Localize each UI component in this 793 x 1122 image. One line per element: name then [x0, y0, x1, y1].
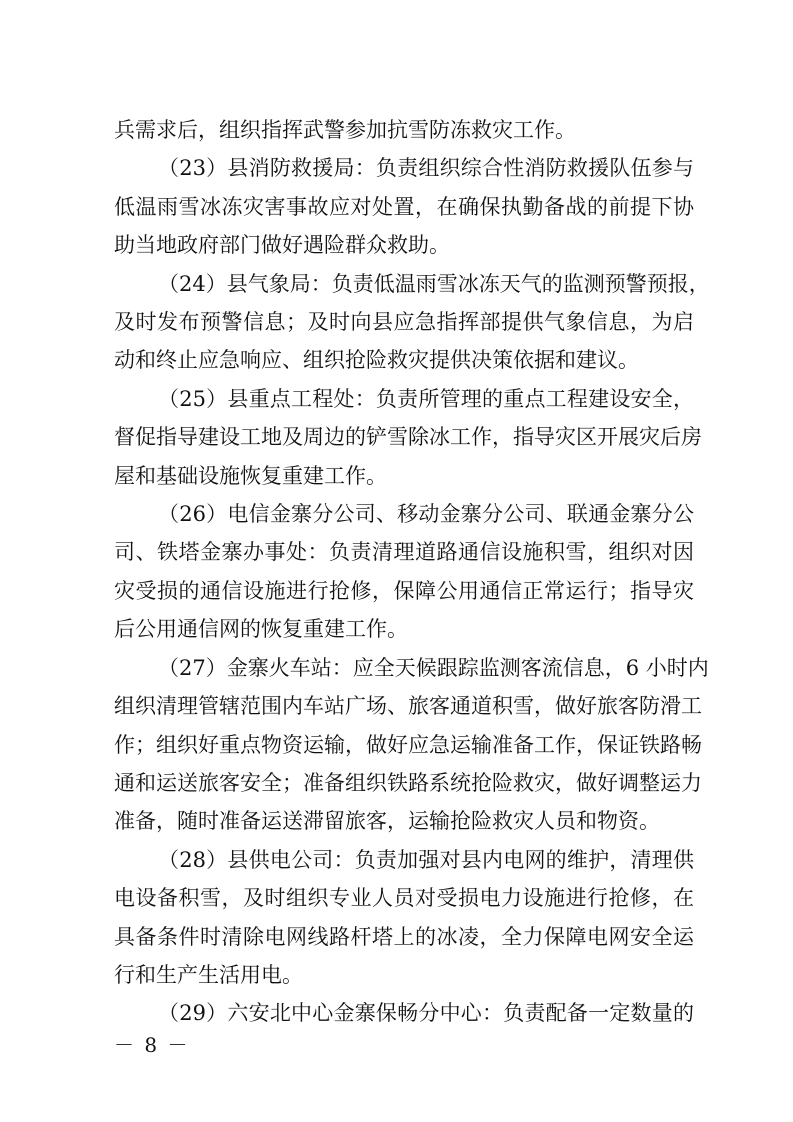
page-number: － 8 － — [114, 1033, 190, 1057]
text-line: （26）电信金寨分公司、移动金寨分公司、联通金寨分公 — [158, 502, 694, 526]
text-line: （29）六安北中心金寨保畅分中心：负责配备一定数量的 — [158, 1001, 694, 1025]
text-line: 通和运送旅客安全；准备组织铁路系统抢险救灾，做好调整运力 — [114, 771, 702, 795]
text-line: 屋和基础设施恢复重建工作。 — [114, 464, 387, 488]
text-line: （27）金寨火车站：应全天候跟踪监测客流信息，6 小时内 — [158, 656, 709, 680]
text-line: 司、铁塔金寨办事处：负责清理道路通信设施积雪，组织对因 — [114, 540, 694, 564]
text-line: 兵需求后，组织指挥武警参加抗雪防冻救灾工作。 — [114, 118, 576, 142]
text-line: 低温雨雪冰冻灾害事故应对处置，在确保执勤备战的前提下协 — [114, 195, 694, 219]
text-line: （28）县供电公司：负责加强对县内电网的维护，清理供 — [158, 848, 694, 872]
text-line: （23）县消防救援局：负责组织综合性消防救援队伍参与 — [158, 156, 694, 180]
text-line: 动和终止应急响应、组织抢险救灾提供决策依据和建议。 — [114, 348, 639, 372]
text-line: （24）县气象局：负责低温雨雪冰冻天气的监测预警预报， — [158, 272, 710, 296]
text-line: 准备，随时准备运送滞留旅客，运输抢险救灾人员和物资。 — [114, 809, 660, 833]
text-line: 具备条件时清除电网线路杆塔上的冰凌，全力保障电网安全运 — [114, 925, 694, 949]
text-line: 及时发布预警信息；及时向县应急指挥部提供气象信息，为启 — [114, 310, 694, 334]
text-line: 电设备积雪，及时组织专业人员对受损电力设施进行抢修，在 — [114, 886, 694, 910]
text-line: 督促指导建设工地及周边的铲雪除冰工作，指导灾区开展灾后房 — [114, 425, 702, 449]
text-line: 助当地政府部门做好遇险群众救助。 — [114, 233, 450, 257]
text-line: 组织清理管辖范围内车站广场、旅客通道积雪，做好旅客防滑工 — [114, 694, 702, 718]
text-line: 灾受损的通信设施进行抢修，保障公用通信正常运行；指导灾 — [114, 579, 694, 603]
text-line: 后公用通信网的恢复重建工作。 — [114, 617, 408, 641]
text-line: （25）县重点工程处：负责所管理的重点工程建设安全， — [158, 387, 694, 411]
text-line: 作；组织好重点物资运输，做好应急运输准备工作，保证铁路畅 — [114, 733, 702, 757]
text-line: 行和生产生活用电。 — [114, 963, 303, 987]
